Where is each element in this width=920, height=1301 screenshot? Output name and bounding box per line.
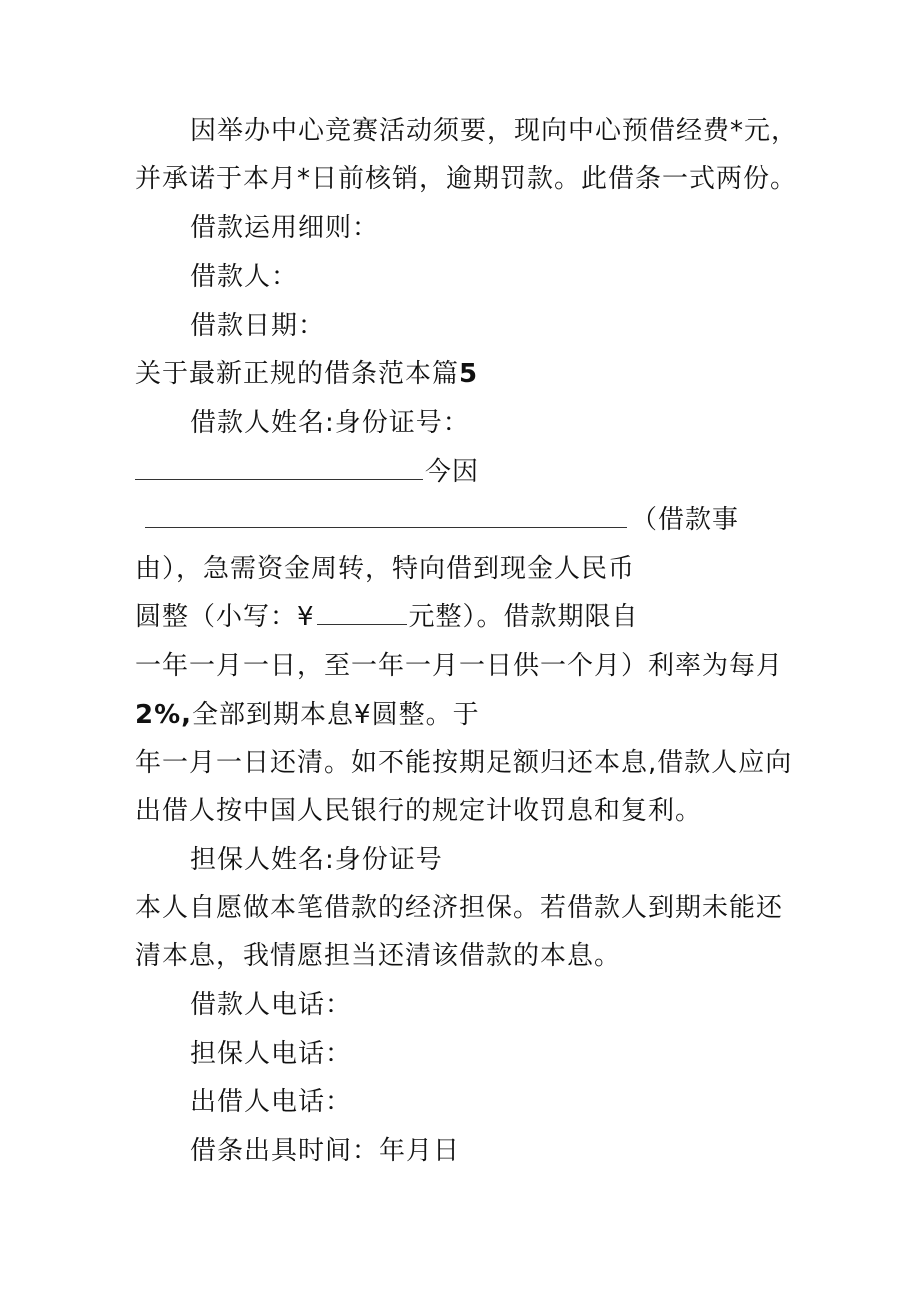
reason-line-3: 由），急需资金周转，特向借到现金人民币	[135, 554, 636, 584]
blank-underline	[145, 505, 627, 528]
blank-underline	[135, 457, 423, 480]
period-line: 一年一月一日，至一年一月一日供一个月）利率为每月	[135, 651, 784, 681]
guarantee-line-2: 清本息，我情愿担当还清该借款的本息。	[135, 941, 622, 971]
section-title-text: 关于最新正规的借条范本篇	[135, 359, 460, 389]
repay-line-2: 出借人按中国人民银行的规定计收罚息和复利。	[135, 796, 703, 826]
details-label: 借款运用细则：	[190, 213, 380, 243]
guarantor-name-id: 担保人姓名:身份证号	[190, 845, 443, 875]
interest-line	[135, 699, 480, 731]
borrower-name-id: 借款人姓名:身份证号：	[190, 408, 470, 438]
lender-phone: 出借人电话：	[190, 1087, 353, 1117]
amount-prefix: 圆整（小写：¥	[135, 602, 315, 632]
guarantee-line-1: 本人自愿做本笔借款的经济担保。若借款人到期未能还	[135, 893, 784, 923]
borrower-phone: 借款人电话：	[190, 990, 353, 1020]
date-label: 借款日期：	[190, 311, 326, 341]
amount-suffix: 元整）。借款期限自	[408, 602, 639, 632]
issue-time: 借条出具时间：年月日	[190, 1136, 461, 1166]
section-title	[135, 358, 478, 390]
interest-rate: 2%,	[135, 700, 193, 730]
borrower-label: 借款人：	[190, 262, 299, 292]
reason-line-1	[135, 456, 479, 488]
reason-prefix: 今因	[425, 457, 480, 487]
reason-suffix: （借款事	[631, 505, 740, 535]
guarantor-phone: 担保人电话：	[190, 1039, 353, 1069]
blank-underline	[317, 602, 407, 625]
paragraph-1-line-2: 并承诺于本月*日前核销，逾期罚款。此借条一式两份。	[135, 164, 798, 194]
repay-line-1: 年一月一日还清。如不能按期足额归还本息,借款人应向	[135, 748, 793, 778]
reason-line-2	[135, 504, 739, 536]
paragraph-1-line-1: 因举办中心竞赛活动须要，现向中心预借经费*元，	[190, 116, 799, 146]
amount-line	[135, 601, 639, 633]
section-title-number: 5	[459, 359, 479, 389]
interest-rest: 全部到期本息¥圆整。于	[192, 700, 480, 730]
